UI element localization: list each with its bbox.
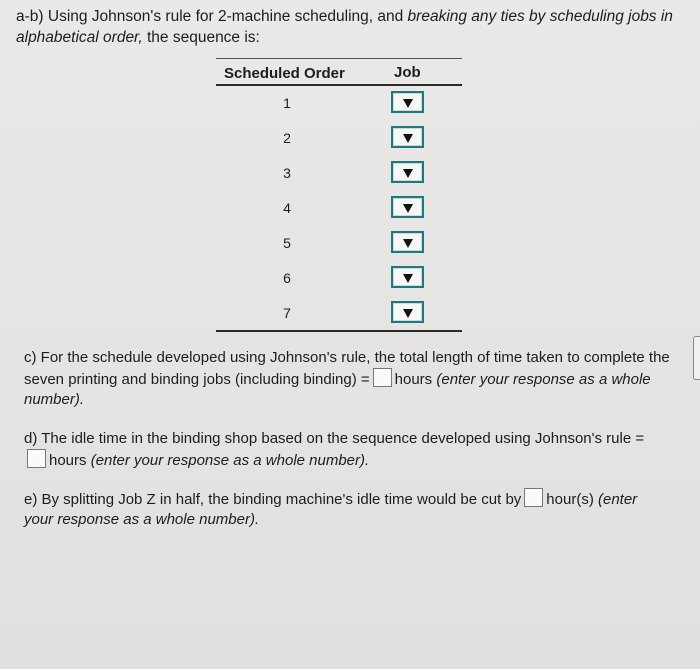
dropdown-arrow-icon <box>403 309 413 318</box>
dropdown-arrow-icon <box>403 99 413 108</box>
job-dropdown-1[interactable] <box>391 91 424 113</box>
job-dropdown-4[interactable] <box>391 196 424 218</box>
idle-time-input[interactable] <box>27 449 46 468</box>
order-number-4: 4 <box>283 200 291 216</box>
job-dropdown-7[interactable] <box>391 301 424 323</box>
question-e-hint: (enter your response as a whole number). <box>24 491 638 528</box>
question-e <box>24 488 664 530</box>
dropdown-arrow-icon <box>403 134 413 143</box>
header-job: Job <box>394 64 421 81</box>
header-scheduled-order: Scheduled Order <box>224 65 345 82</box>
job-dropdown-3[interactable] <box>391 161 424 183</box>
side-panel-tab[interactable] <box>693 336 700 380</box>
order-number-5: 5 <box>283 235 291 251</box>
question-d-unit: hours <box>49 452 91 469</box>
question-e-text: e) By splitting Job Z in half, the binding machine's idle time would be cut by <box>24 491 522 508</box>
total-time-input[interactable] <box>373 368 392 387</box>
question-c-hint: (enter your response as a whole number). <box>24 371 651 408</box>
job-dropdown-2[interactable] <box>391 126 424 148</box>
order-number-2: 2 <box>283 130 291 146</box>
dropdown-arrow-icon <box>403 239 413 248</box>
job-dropdown-5[interactable] <box>391 231 424 253</box>
table-top-rule <box>216 58 462 59</box>
dropdown-arrow-icon <box>403 169 413 178</box>
idle-reduction-input[interactable] <box>524 488 543 507</box>
table-header-rule <box>216 84 462 86</box>
question-e-unit: hour(s) <box>546 491 598 508</box>
order-number-7: 7 <box>283 305 291 321</box>
question-d-hint: (enter your response as a whole number). <box>90 452 370 469</box>
order-number-6: 6 <box>283 270 291 286</box>
table-bottom-rule <box>216 330 462 332</box>
question-c <box>24 348 674 410</box>
question-c-text: c) For the schedule developed using Johnson's rule, the total length of time taken to complete the seven printing and binding jobs (including binding) = <box>24 349 670 388</box>
job-dropdown-6[interactable] <box>391 266 424 288</box>
dropdown-arrow-icon <box>403 274 413 283</box>
order-number-3: 3 <box>283 165 291 181</box>
order-number-1: 1 <box>283 95 291 111</box>
question-d <box>24 429 669 471</box>
question-ab-italic: breaking any ties by scheduling jobs in alphabetical order, <box>16 8 673 46</box>
question-ab-suffix: the sequence is: <box>142 29 260 46</box>
question-ab-prefix: a-b) Using Johnson's rule for 2-machine scheduling, and <box>16 8 408 25</box>
question-c-unit: hours <box>394 371 437 388</box>
dropdown-arrow-icon <box>403 204 413 213</box>
question-d-text: d) The idle time in the binding shop based on the sequence developed using Johnson's rule = <box>24 430 645 447</box>
question-ab <box>16 6 676 48</box>
